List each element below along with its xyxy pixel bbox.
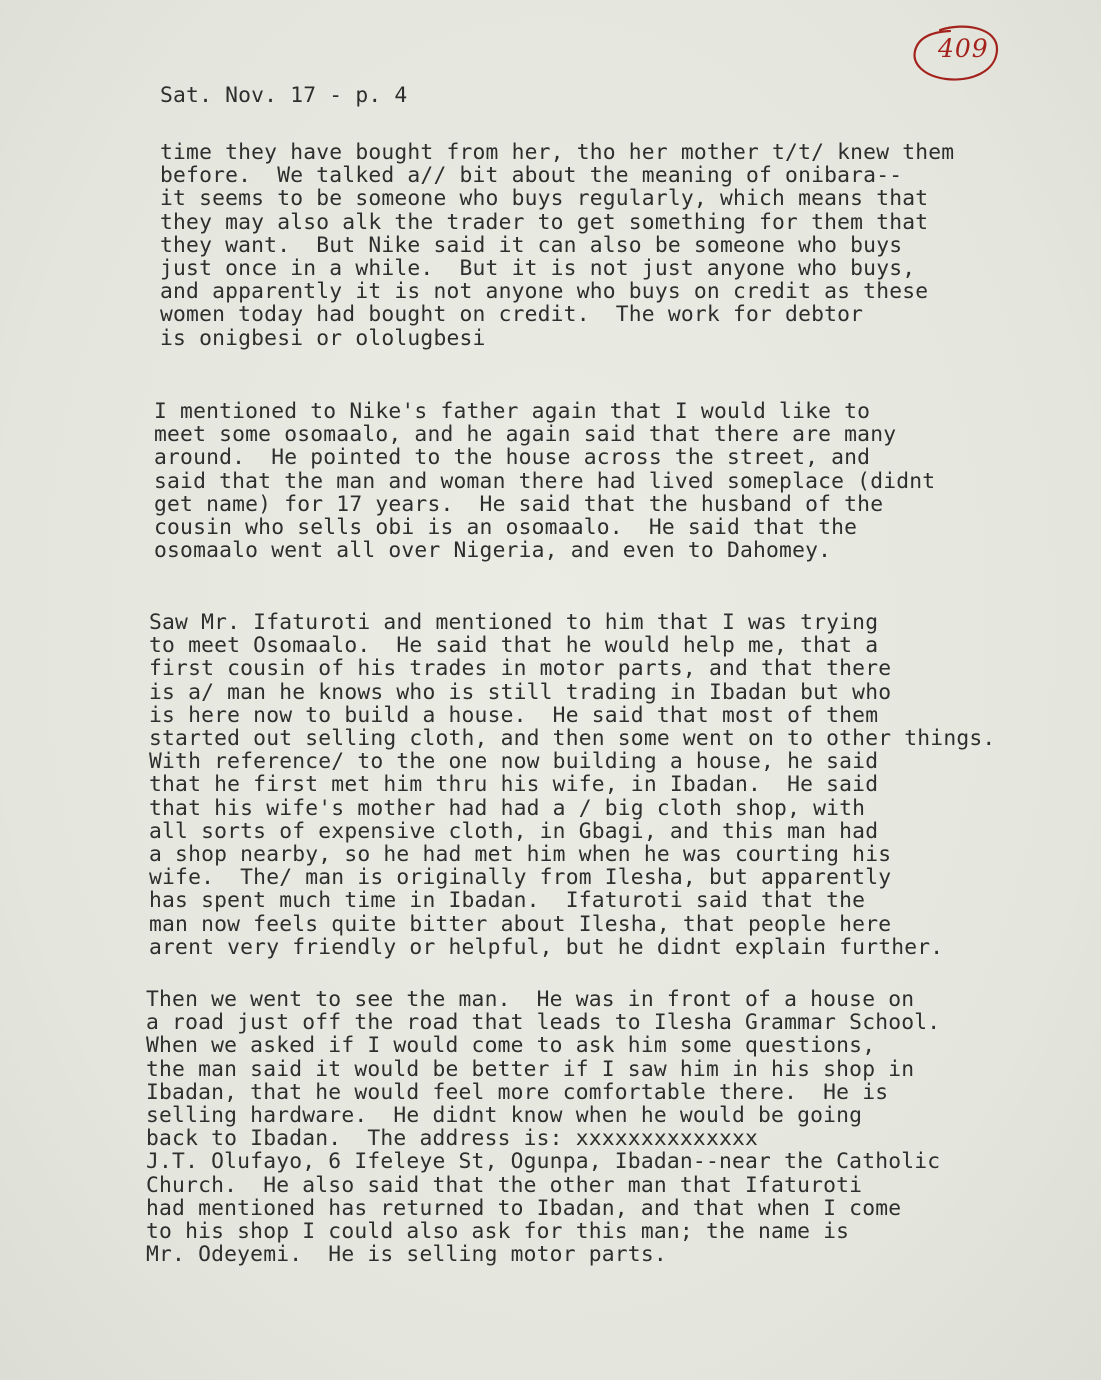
folio-mark [910,24,1002,84]
paragraph-visit: Then we went to see the man. He was in front of a house on a road just off the road that leads to Ilesha Grammar School. When we asked if I would come to ask him some questions, the man said it would be better if I saw him in his shop in Ibadan, that he would feel more comfortable there. He is selling hardware. He didnt know when he would be going back to Ibadan. The address is: xxxxxxxxxxxxxx J.T. Olufayo, 6 Ifeleye St, Ogunpa, Ibadan--near the Catholic Church. He also said that the other man that Ifaturoti had mentioned has returned to Ibadan, and that when I come to his shop I could also ask for this man; the name is Mr. Odeyemi. He is selling motor parts. [146,987,941,1268]
folio-number: 409 [938,34,989,63]
paragraph-ifaturoti: Saw Mr. Ifaturoti and mentioned to him that I was trying to meet Osomaalo. He said that he would help me, that a first cousin of his trades in motor parts, and that there is a/ man he knows who is still trading in Ibadan but who is here now to build a house. He said that most of them started out selling cloth, and then some went on to other things. With reference/ to the one now building a house, he said that he first met him thru his wife, in Ibadan. He said that his wife's mother had had a / big cloth shop, with all sorts of expensive cloth, in Gbagi, and this man had a shop nearby, so he had met him when he was courting his wife. The/ man is originally from Ilesha, but apparently has spent much time in Ibadan. Ifaturoti said that the man now feels quite bitter about Ilesha, that people here arent very friendly or helpful, but he didnt explain further. [149,610,996,960]
paragraph-onibara: time they have bought from her, tho her mother t/t/ knew them before. We talked a// bit about the meaning of onibara-- it seems to be someone who buys regularly, which means that they may also alk the trader to get something for them that they want. But Nike said it can also be someone who buys just once in a while. But it is not just anyone who buys, and apparently it is not anyone who buys on credit as these women today had bought on credit. The work for debtor is onigbesi or ololugbesi [160,140,955,351]
paragraph-nikes-father: I mentioned to Nike's father again that I would like to meet some osomaalo, and he again said that there are many around. He pointed to the house across the street, and said that the man and woman there had lived someplace (didnt get name) for 17 years. He said that the husband of the cousin who sells obi is an osomaalo. He said that the osomaalo went all over Nigeria, and even to Dahomey. [154,399,936,564]
page-header: Sat. Nov. 17 - p. 4 [160,83,408,108]
